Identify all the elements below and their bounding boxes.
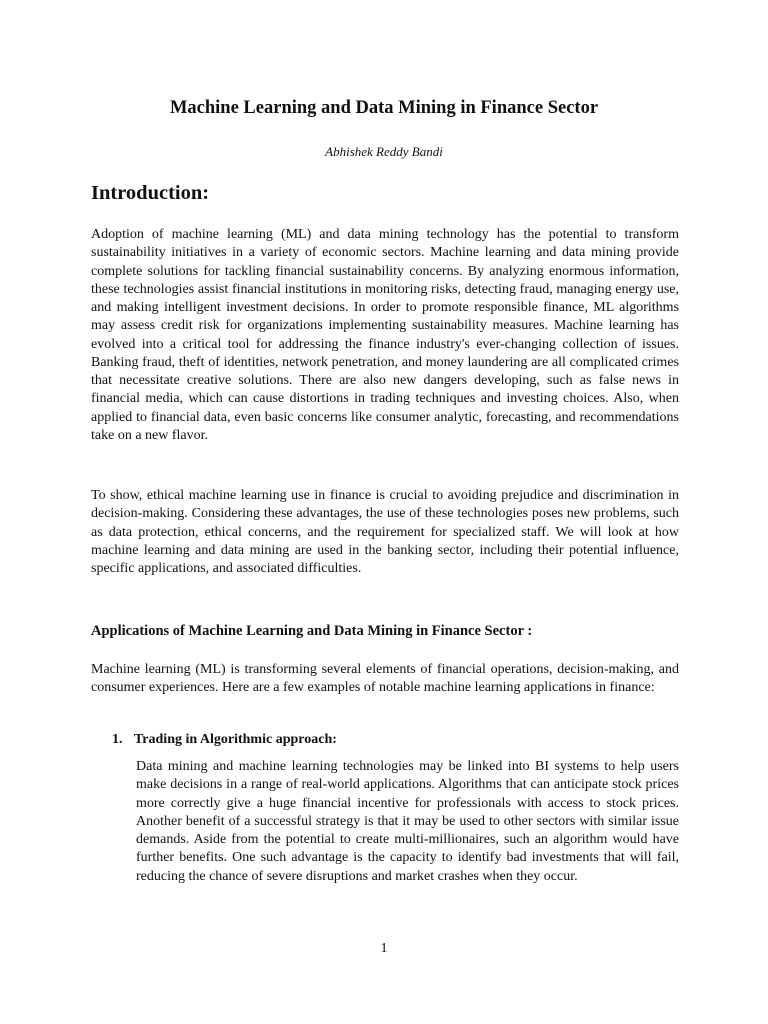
- introduction-heading: Introduction:: [91, 182, 210, 204]
- intro-paragraph-2: To show, ethical machine learning use in finance is crucial to avoiding prejudice and discrimination in decision-making. Considering these advantages, the use of these technologies poses new problems, such as data protection, ethical concerns, and the requirement for specialized staff. We will look at how machine learning and data mining are used in the banking sector, including their potential influence, specific applications, and associated difficulties.: [91, 488, 679, 576]
- author-name: Abhishek Reddy Bandi: [325, 144, 443, 159]
- applications-paragraph: Machine learning (ML) is transforming several elements of financial operations, decision-making, and consumer experiences. Here are a few examples of notable machine learning applications in finance:: [91, 662, 679, 696]
- page-number: 1: [380, 941, 388, 956]
- list-item-number: 1.: [112, 732, 123, 747]
- list-item-heading: [112, 730, 337, 750]
- list-item-paragraph: Data mining and machine learning technologies may be linked into BI systems to help users make decisions in a range of real-world applications. Algorithms that can anticipate stock prices more correctly give a huge financial incentive for professionals with access to stock prices. Another benefit of a successful strategy is that it may be used to other sectors with similar issue demands. Aside from the potential to create multi-millionaires, such an algorithm would have further benefits. One such advantage is the capacity to identify bad investments that will fail, reducing the chance of severe disruptions and market crashes when they occur.: [136, 759, 679, 884]
- applications-heading: Applications of Machine Learning and Data Mining in Finance Sector :: [91, 623, 533, 639]
- document-title: Machine Learning and Data Mining in Finance Sector: [169, 98, 599, 118]
- list-item-title: Trading in Algorithmic approach:: [134, 732, 337, 747]
- intro-paragraph-1: Adoption of machine learning (ML) and data mining technology has the potential to transform sustainability initiatives in a variety of economic sectors. Machine learning and data mining provide complete solutions for tackling financial sustainability concerns. By analyzing enormous information, these technologies assist financial institutions in monitoring risks, detecting fraud, managing energy use, and making intelligent investment decisions. In order to promote responsible finance, ML algorithms may assess credit risk for organizations implementing sustainability measures. Machine learning has evolved into a critical tool for addressing the finance industry's ever-changing collection of issues. Banking fraud, theft of identities, network penetration, and money laundering are all complicated crimes that necessitate creative solutions. There are also new dangers developing, such as false news in financial media, which can cause distortions in trading techniques and investing choices. Also, when applied to financial data, even basic concerns like consumer analytic, forecasting, and recommendations take on a new flavor.: [91, 227, 679, 443]
